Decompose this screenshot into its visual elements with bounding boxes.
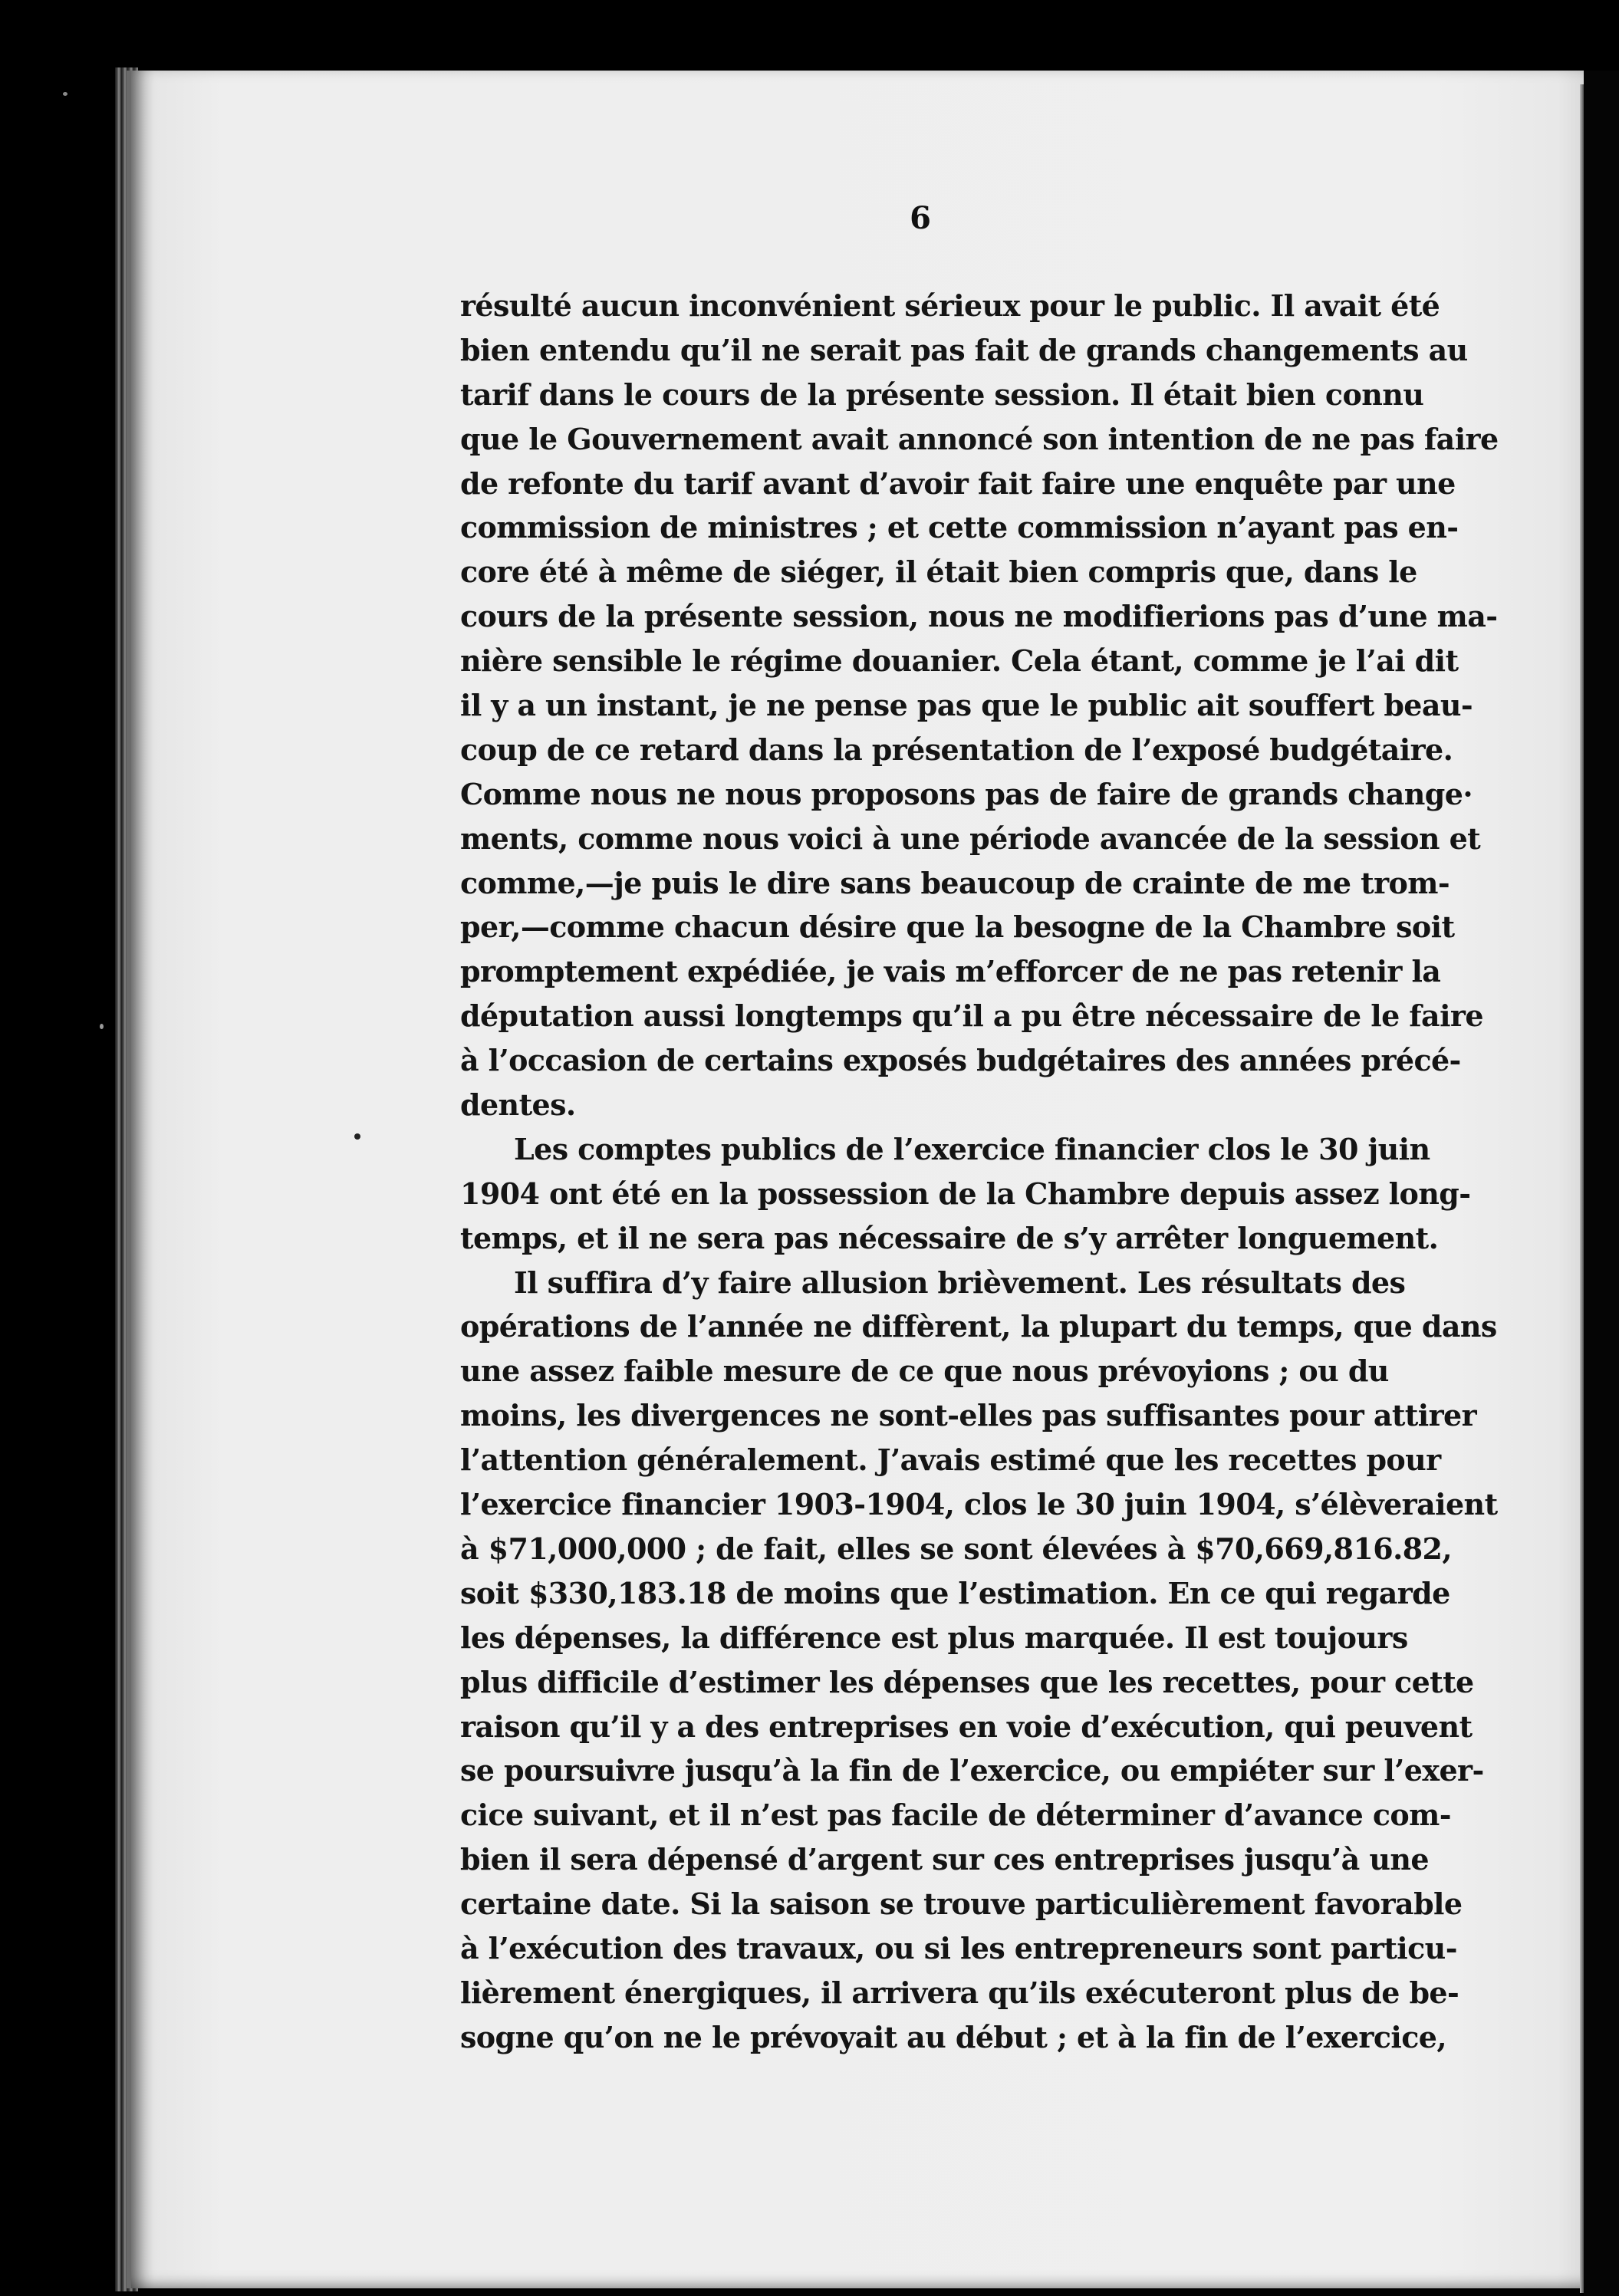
text-line: députation aussi longtemps qu’il a pu être nécessaire de le faire: [460, 998, 1483, 1034]
text-line: opérations de l’année ne diffèrent, la plupart du temps, que dans: [460, 1309, 1497, 1344]
body-text: [460, 284, 1499, 2060]
text-line: comme,—je puis le dire sans beaucoup de crainte de me trom-: [460, 865, 1450, 900]
text-line: que le Gouvernement avait annoncé son intention de ne pas faire: [460, 421, 1499, 456]
text-line: résulté aucun inconvénient sérieux pour le public. Il avait été: [460, 288, 1440, 323]
text-line: se poursuivre jusqu’à la fin de l’exercice, ou empiéter sur l’exer-: [460, 1753, 1484, 1788]
text-line: moins, les divergences ne sont-elles pas suffisantes pour attirer: [460, 1398, 1477, 1433]
text-line: coup de ce retard dans la présentation de l’exposé budgétaire.: [460, 732, 1453, 767]
text-line: les dépenses, la différence est plus marquée. Il est toujours: [460, 1620, 1408, 1655]
text-line: à l’occasion de certains exposés budgétaires des années précé-: [460, 1043, 1461, 1078]
text-line: nière sensible le régime douanier. Cela étant, comme je l’ai dit: [460, 643, 1459, 679]
text-line: cice suivant, et il n’est pas facile de déterminer d’avance com-: [460, 1798, 1451, 1833]
text-line: tarif dans le cours de la présente session. Il était bien connu: [460, 377, 1424, 412]
text-line: certaine date. Si la saison se trouve particulièrement favorable: [460, 1886, 1463, 1922]
text-line: lièrement énergiques, il arrivera qu’ils exécuteront plus de be-: [460, 1975, 1459, 2010]
text-line: bien il sera dépensé d’argent sur ces entreprises jusqu’à une: [460, 1842, 1429, 1877]
text-line: 1904 ont été en la possession de la Chambre depuis assez long-: [460, 1176, 1471, 1211]
text-line: Comme nous ne nous proposons pas de faire de grands change·: [460, 776, 1473, 811]
text-line: bien entendu qu’il ne serait pas fait de grands changements au: [460, 332, 1468, 367]
text-line: raison qu’il y a des entreprises en voie d’exécution, qui peuvent: [460, 1709, 1473, 1744]
ink-speck: [63, 92, 67, 96]
ink-speck: [100, 1024, 104, 1029]
text-line: soit $330,183.18 de moins que l’estimation. En ce qui regarde: [460, 1575, 1450, 1610]
adjacent-page-shadow: [1584, 71, 1619, 2296]
page-number: 6: [910, 200, 931, 236]
text-line: plus difficile d’estimer les dépenses que les recettes, pour cette: [460, 1664, 1474, 1699]
text-line: à $71,000,000 ; de fait, elles se sont élevées à $70,669,816.82,: [460, 1531, 1453, 1566]
text-line: cours de la présente session, nous ne modifierions pas d’une ma-: [460, 599, 1498, 634]
text-line: dentes.: [460, 1087, 576, 1123]
text-line: sogne qu’on ne le prévoyait au début ; et à la fin de l’exercice,: [460, 2019, 1446, 2054]
text-line: commission de ministres ; et cette commission n’ayant pas en-: [460, 510, 1459, 545]
text-line: à l’exécution des travaux, ou si les entrepreneurs sont particu-: [460, 1930, 1457, 1965]
text-line: promptement expédiée, je vais m’efforcer de ne pas retenir la: [460, 954, 1441, 989]
text-line: il y a un instant, je ne pense pas que le public ait souffert beau-: [460, 688, 1473, 723]
text-line: ments, comme nous voici à une période avancée de la session et: [460, 821, 1481, 856]
text-line: temps, et il ne sera pas nécessaire de s’y arrêter longuement.: [460, 1220, 1439, 1255]
text-line: Les comptes publics de l’exercice financier clos le 30 juin: [514, 1131, 1430, 1166]
text-line: une assez faible mesure de ce que nous prévoyions ; ou du: [460, 1354, 1389, 1389]
text-line: l’attention généralement. J’avais estimé que les recettes pour: [460, 1442, 1441, 1478]
text-line: Il suffira d’y faire allusion brièvement. Les résultats des: [514, 1265, 1406, 1300]
text-line: per,—comme chacun désire que la besogne de la Chambre soit: [460, 910, 1455, 945]
text-line: core été à même de siéger, il était bien compris que, dans le: [460, 554, 1417, 590]
ink-speck: [354, 1133, 360, 1140]
text-line: l’exercice financier 1903-1904, clos le 30 juin 1904, s’élèveraient: [460, 1487, 1498, 1522]
text-line: de refonte du tarif avant d’avoir fait faire une enquête par une: [460, 465, 1456, 501]
